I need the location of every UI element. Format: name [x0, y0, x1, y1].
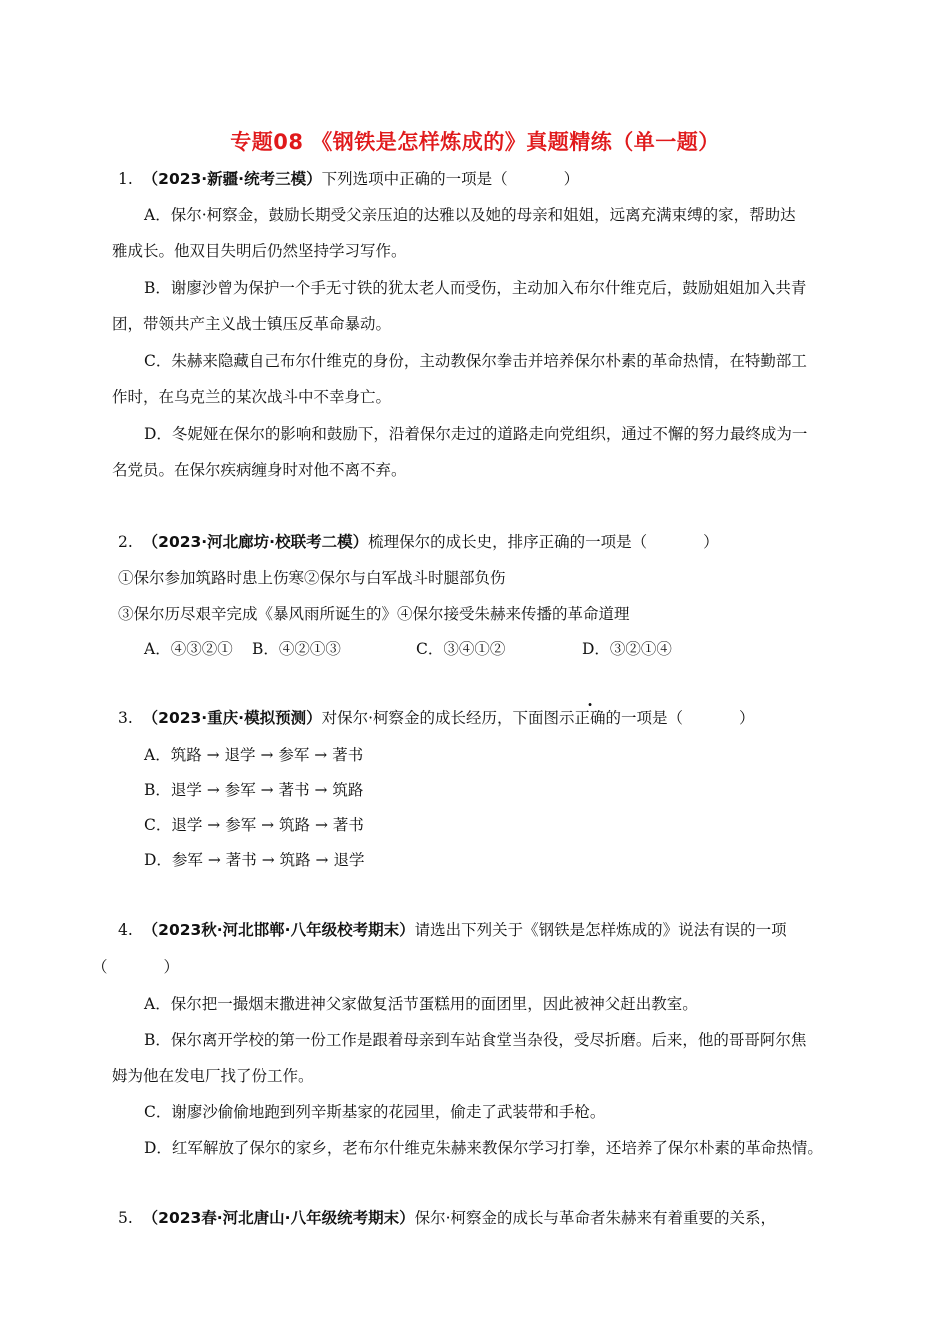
sequence-items: ①保尔参加筑路时患上伤寒②保尔与白军战斗时腿部负伤 — [118, 569, 506, 587]
emphasis-text: 正确 — [574, 709, 606, 727]
option-line: B．退学 → 参军 → 著书 → 筑路 — [144, 781, 364, 799]
question-2-stem — [118, 532, 719, 552]
option-c: C．③④①② — [416, 640, 506, 658]
question-source: （2023·重庆·模拟预测） — [142, 709, 322, 727]
answer-blank-close: ） — [163, 958, 180, 976]
option-line: B．保尔离开学校的第一份工作是跟着母亲到车站食堂当杂役，受尽折磨。后来，他的哥哥阿尔焦 — [144, 1031, 807, 1049]
question-number: 1. — [118, 170, 133, 188]
answer-blank-close: ） — [703, 533, 719, 551]
question-text: 对保尔·柯察金的成长经历，下面图示 — [321, 709, 575, 727]
option-line: C．谢廖沙偷偷地跑到列辛斯基家的花园里，偷走了武装带和手枪。 — [144, 1103, 606, 1121]
option-a: A．④③②① — [144, 640, 233, 658]
option-line: 名党员。在保尔疾病缠身时对他不离不弃。 — [112, 461, 407, 479]
option-line: B．谢廖沙曾为保护一个手无寸铁的犹太老人而受伤，主动加入布尔什维克后，鼓励姐姐加入共青 — [144, 279, 807, 297]
document-title: 专题08 《钢铁是怎样炼成的》真题精练（单一题） — [230, 130, 720, 154]
option-line: D．冬妮娅在保尔的影响和鼓励下，沿着保尔走过的道路走向党组织，通过不懈的努力最终成为一 — [144, 425, 808, 443]
question-4-stem — [118, 920, 787, 940]
question-source: （2023春·河北唐山·八年级统考期末） — [142, 1209, 415, 1227]
option-line: A．保尔把一撮烟末撒进神父家做复活节蛋糕用的面团里，因此被神父赶出教室。 — [144, 995, 698, 1013]
option-line: 作时，在乌克兰的某次战斗中不幸身亡。 — [112, 388, 392, 406]
question-text-end: 的一项是（ — [605, 709, 684, 727]
option-line: 雅成长。他双目失明后仍然坚持学习写作。 — [112, 242, 407, 260]
question-number: 2. — [118, 533, 133, 551]
option-d: D．③②①④ — [582, 640, 672, 658]
answer-blank-close: ） — [739, 709, 755, 727]
question-3-stem — [118, 708, 755, 728]
question-1-stem — [118, 169, 579, 189]
options-row — [144, 639, 672, 659]
question-number: 3. — [118, 709, 133, 727]
option-line: C．朱赫来隐藏自己布尔什维克的身份，主动教保尔拳击并培养保尔朴素的革命热情，在特勤部工 — [144, 352, 807, 370]
option-line: 团，带领共产主义战士镇压反革命暴动。 — [112, 315, 392, 333]
option-line: A．保尔·柯察金，鼓励长期受父亲压迫的达雅以及她的母亲和姐姐，远离充满束缚的家，帮助达 — [144, 206, 796, 224]
answer-blank-open: （ — [92, 958, 108, 976]
question-text: 下列选项中正确的一项是（ — [321, 170, 508, 188]
option-line: A．筑路 → 退学 → 参军 → 著书 — [144, 746, 364, 764]
question-text: 梳理保尔的成长史，排序正确的一项是（ — [368, 533, 648, 551]
question-number: 5. — [118, 1209, 133, 1227]
question-source: （2023·河北廊坊·校联考二模） — [142, 533, 369, 551]
answer-blank-line — [92, 957, 179, 977]
answer-blank-close: ） — [563, 170, 580, 188]
question-text: 请选出下列关于《钢铁是怎样炼成的》说法有误的一项 — [414, 921, 787, 939]
option-line: D．参军 → 著书 → 筑路 → 退学 — [144, 851, 365, 869]
option-b: B．④②①③ — [252, 640, 341, 658]
question-source: （2023·新疆·统考三模） — [142, 170, 322, 188]
question-source: （2023秋·河北邯郸·八年级校考期末） — [142, 921, 415, 939]
question-number: 4. — [118, 921, 133, 939]
question-text: 保尔·柯察金的成长与革命者朱赫来有着重要的关系， — [414, 1209, 777, 1227]
option-line: C．退学 → 参军 → 筑路 → 著书 — [144, 816, 364, 834]
option-line: 姆为他在发电厂找了份工作。 — [112, 1067, 314, 1085]
sequence-items: ③保尔历尽艰辛完成《暴风雨所诞生的》④保尔接受朱赫来传播的革命道理 — [118, 605, 630, 623]
option-line: D．红军解放了保尔的家乡，老布尔什维克朱赫来教保尔学习打拳，还培养了保尔朴素的革命热情。 — [144, 1139, 823, 1157]
question-5-stem — [118, 1208, 776, 1228]
